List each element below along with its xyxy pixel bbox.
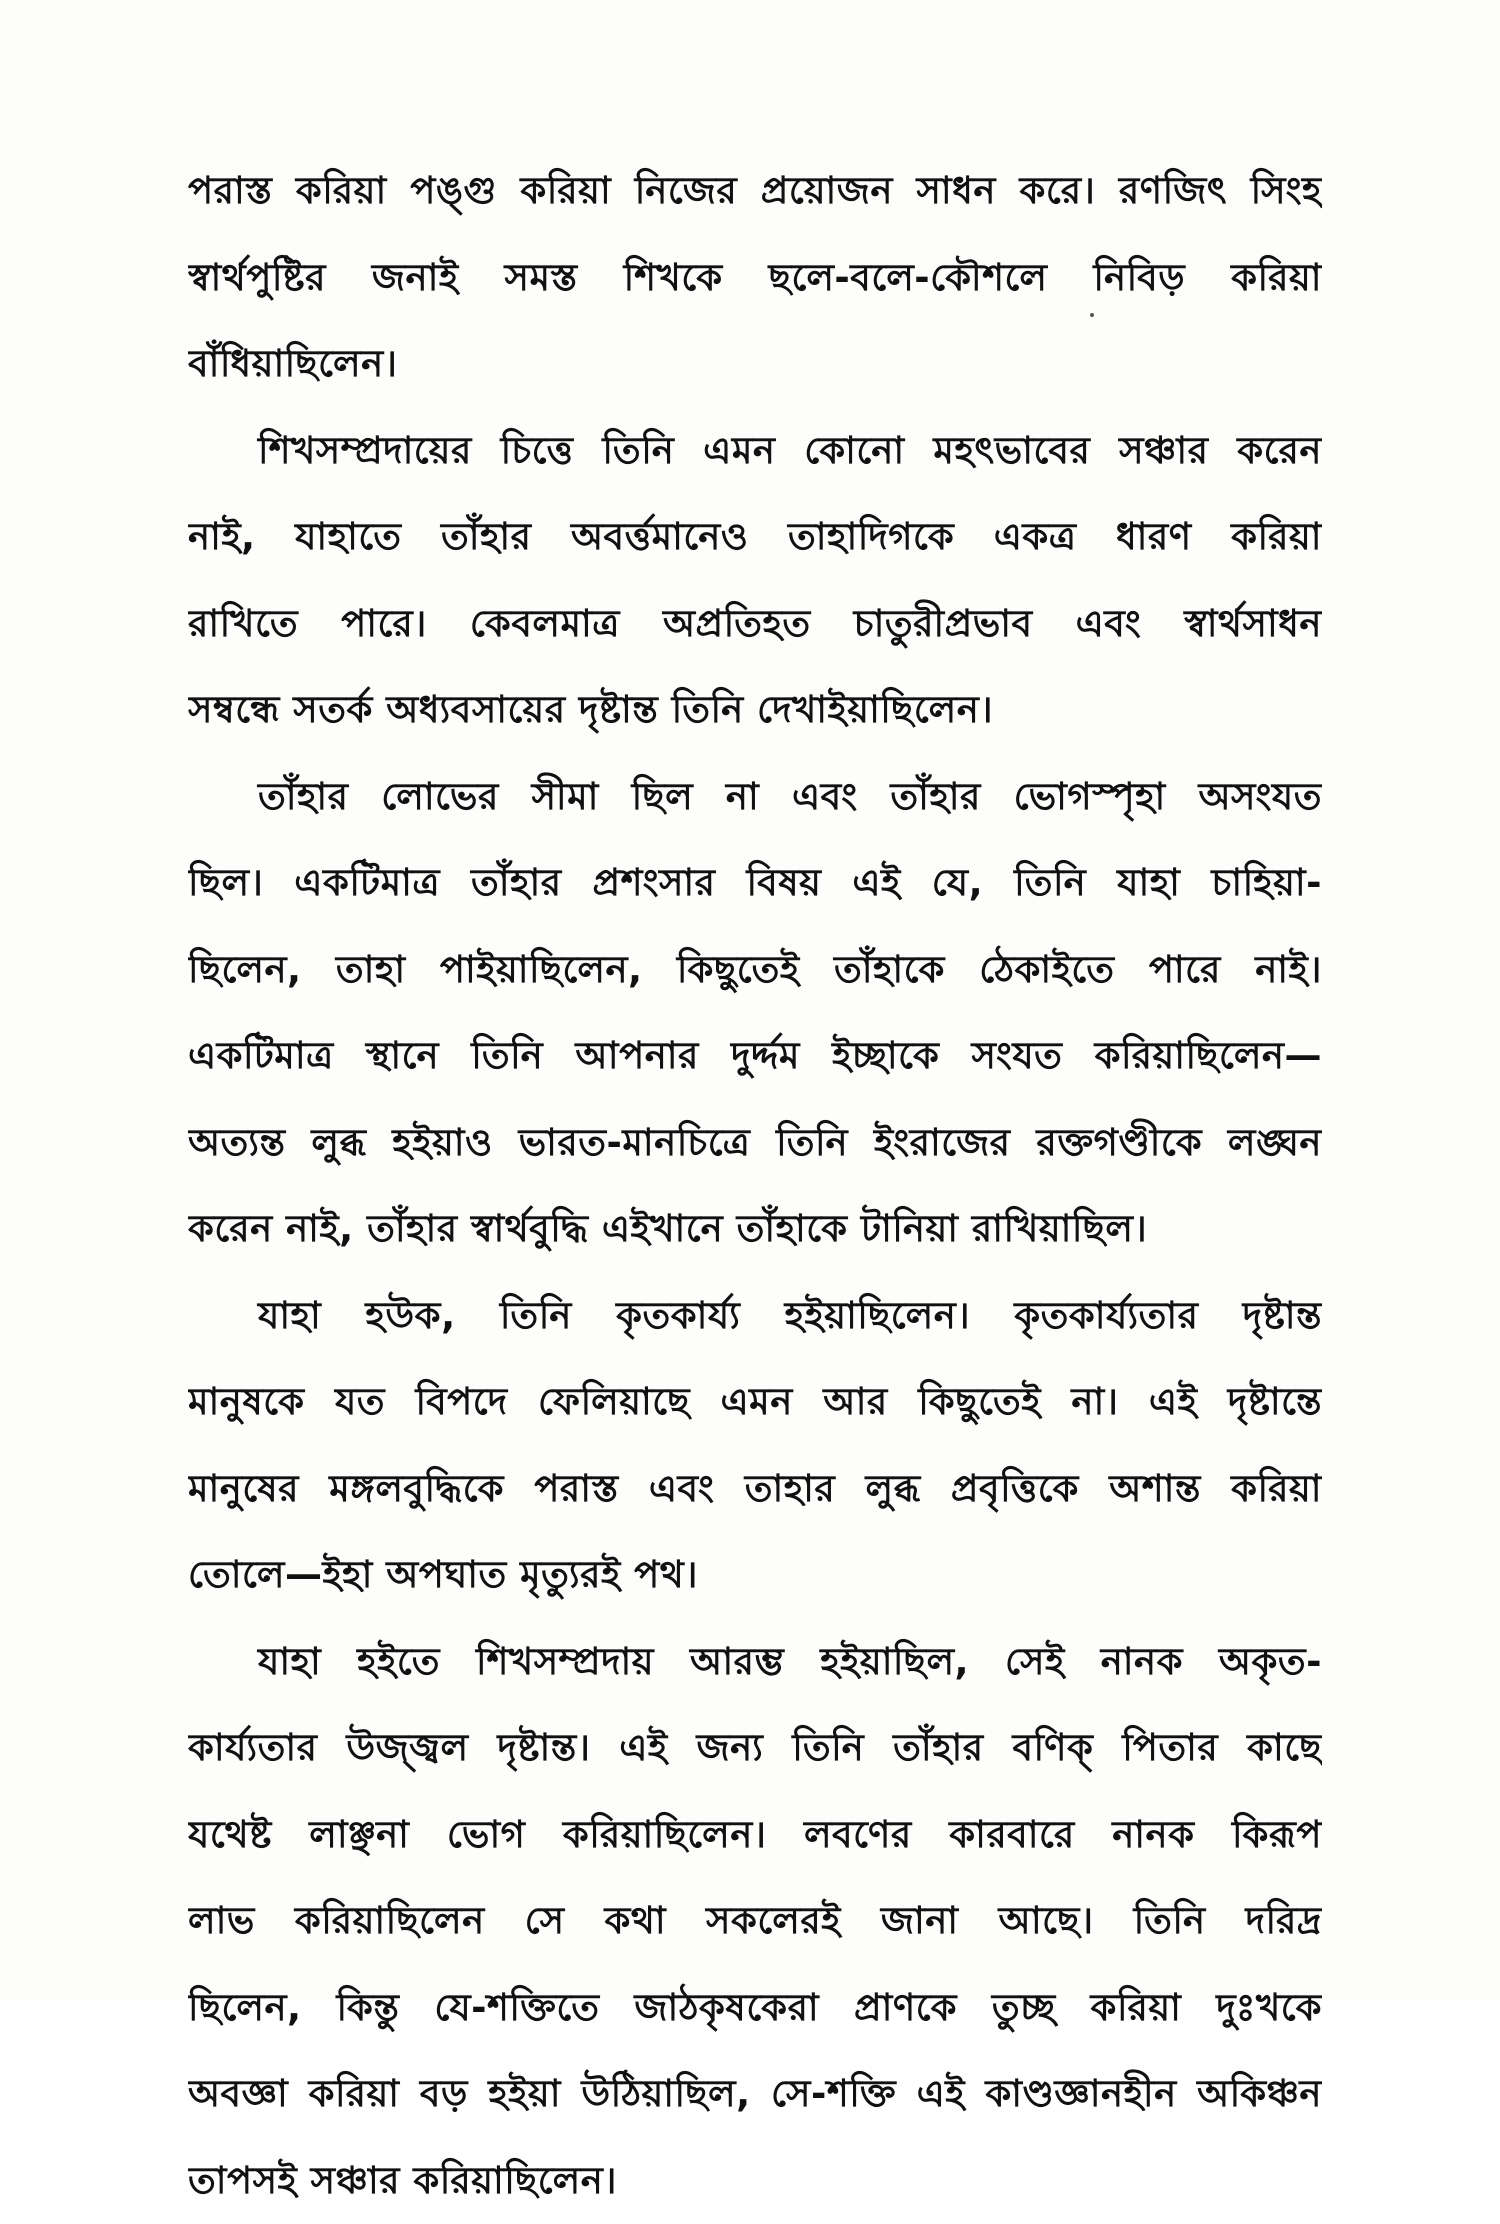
text-line-10: ছিলেন, তাহা পাইয়াছিলেন, কিছুতেই তাঁহাকে ঠেকাইতে পারে নাই। <box>188 927 1322 1014</box>
text-line-21: লাভ করিয়াছিলেন সে কথা সকলেরই জানা আছে। তিনি দরিদ্র <box>188 1878 1322 1965</box>
text-line-24: তাপসই সঞ্চার করিয়াছিলেন। <box>188 2138 1322 2224</box>
text-line-19: কার্য্যতার উজ্জ্বল দৃষ্টান্ত। এই জন্য তিনি তাঁহার বণিক্ পিতার কাছে <box>188 1705 1322 1792</box>
text-line-20: যথেষ্ট লাঞ্ছনা ভোগ করিয়াছিলেন। লবণের কারবারে নানক কিরূপ <box>188 1792 1322 1879</box>
text-line-5: নাই, যাহাতে তাঁহার অবর্ত্তমানেও তাহাদিগকে একত্র ধারণ করিয়া <box>188 494 1322 581</box>
text-line-12: অত্যন্ত লুব্ধ হইয়াও ভারত-মানচিত্রে তিনি ইংরাজের রক্তগণ্ডীকে লঙ্ঘন <box>188 1100 1322 1187</box>
text-line-6: রাখিতে পারে। কেবলমাত্র অপ্রতিহত চাতুরীপ্রভাব এবং স্বার্থসাধন <box>188 581 1322 668</box>
text-line-9: ছিল। একটিমাত্র তাঁহার প্রশংসার বিষয় এই যে, তিনি যাহা চাহিয়া- <box>188 840 1322 927</box>
text-line-22: ছিলেন, কিন্তু যে-শক্তিতে জাঠকৃষকেরা প্রাণকে তুচ্ছ করিয়া দুঃখকে <box>188 1965 1322 2052</box>
text-line-4: শিখসম্প্রদায়ের চিত্তে তিনি এমন কোনো মহৎভাবের সঞ্চার করেন <box>188 408 1322 495</box>
text-line-11: একটিমাত্র স্থানে তিনি আপনার দুর্দ্দম ইচ্ছাকে সংযত করিয়াছিলেন— <box>188 1013 1322 1100</box>
page-text <box>188 148 1322 2224</box>
text-line-17: তোলে—ইহা অপঘাত মৃত্যুরই পথ। <box>188 1532 1322 1619</box>
text-line-14: যাহা হউক, তিনি কৃতকার্য্য হইয়াছিলেন। কৃতকার্য্যতার দৃষ্টান্ত <box>188 1273 1322 1360</box>
text-line-3: বাঁধিয়াছিলেন। <box>188 321 1322 408</box>
print-speck <box>1090 313 1094 317</box>
text-line-18: যাহা হইতে শিখসম্প্রদায় আরম্ভ হইয়াছিল, সেই নানক অকৃত- <box>188 1619 1322 1706</box>
text-line-13: করেন নাই, তাঁহার স্বার্থবুদ্ধি এইখানে তাঁহাকে টানিয়া রাখিয়াছিল। <box>188 1186 1322 1273</box>
text-line-16: মানুষের মঙ্গলবুদ্ধিকে পরাস্ত এবং তাহার লুব্ধ প্রবৃত্তিকে অশান্ত করিয়া <box>188 1446 1322 1533</box>
text-line-23: অবজ্ঞা করিয়া বড় হইয়া উঠিয়াছিল, সে-শক্তি এই কাণ্ডজ্ঞানহীন অকিঞ্চন <box>188 2051 1322 2138</box>
text-line-2: স্বার্থপুষ্টির জনাই সমস্ত শিখকে ছলে-বলে-কৌশলে নিবিড় করিয়া <box>188 235 1322 322</box>
text-line-1: পরাস্ত করিয়া পঙ্গু করিয়া নিজের প্রয়োজন সাধন করে। রণজিৎ সিংহ <box>188 148 1322 235</box>
text-line-15: মানুষকে যত বিপদে ফেলিয়াছে এমন আর কিছুতেই না। এই দৃষ্টান্তে <box>188 1359 1322 1446</box>
text-line-7: সম্বন্ধে সতর্ক অধ্যবসায়ের দৃষ্টান্ত তিনি দেখাইয়াছিলেন। <box>188 667 1322 754</box>
text-line-8: তাঁহার লোভের সীমা ছিল না এবং তাঁহার ভোগস্পৃহা অসংযত <box>188 754 1322 841</box>
